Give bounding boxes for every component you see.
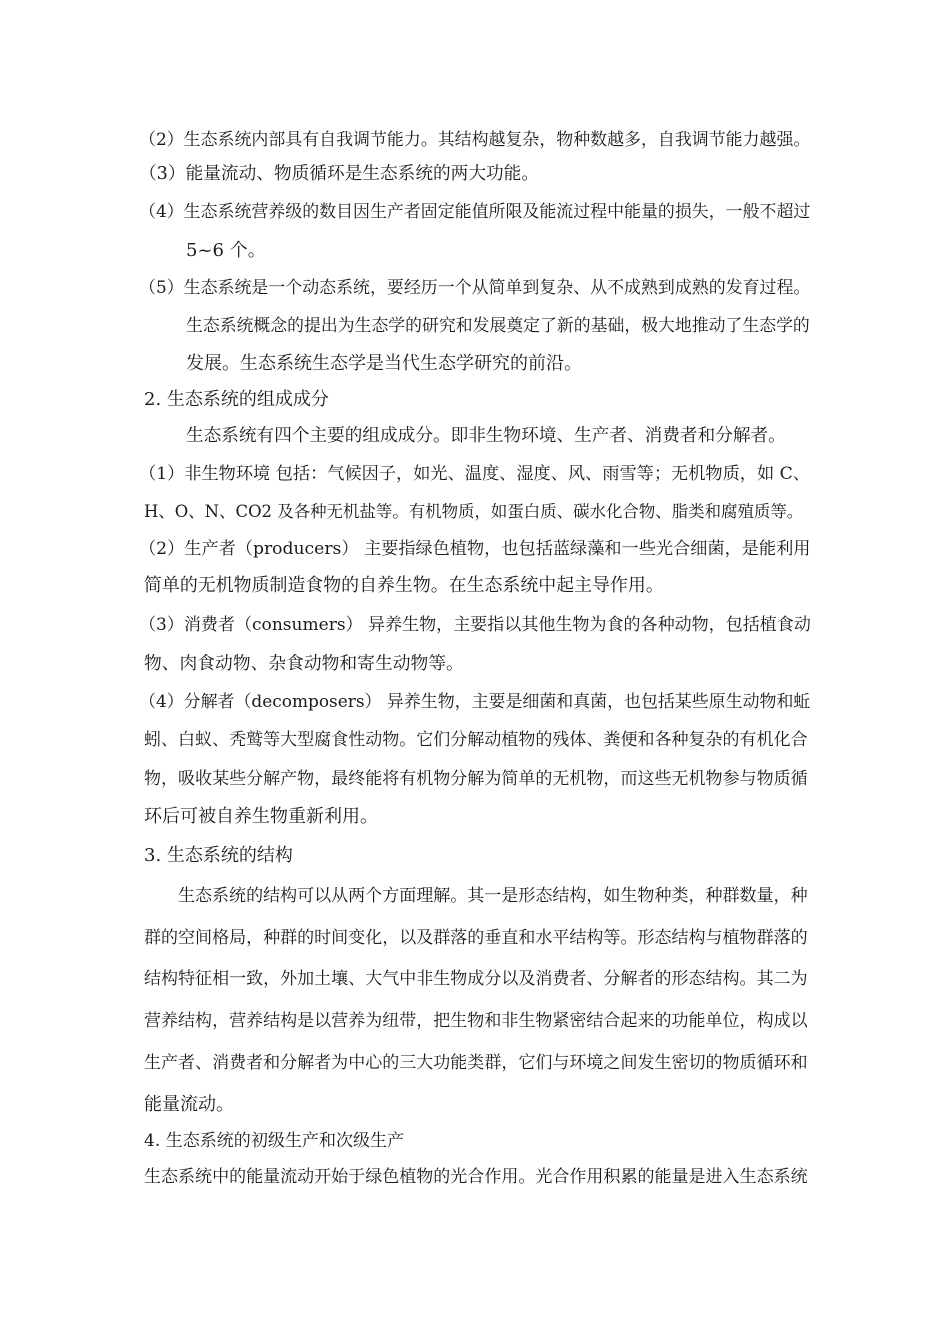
text-line: （2）生态系统内部具有自我调节能力。其结构越复杂，物种数越多，自我调节能力越强。 — [139, 129, 811, 149]
text-line: （3）能量流动、物质循环是生态系统的两大功能。 — [139, 164, 540, 184]
text-line: 结构特征相一致，外加土壤、大气中非生物成分以及消费者、分解者的形态结构。其二为 — [144, 969, 808, 989]
text-line: （4）生态系统营养级的数目因生产者固定能值所限及能流过程中能量的损失，一般不超过 — [139, 201, 811, 221]
text-line: 能量流动。 — [144, 1094, 234, 1115]
text-line: （5）生态系统是一个动态系统，要经历一个从简单到复杂、从不成熟到成熟的发育过程。 — [139, 277, 811, 297]
text-line: （3）消费者（consumers） 异养生物，主要指以其他生物为食的各种动物，包括植食动 — [139, 615, 811, 635]
text-line: 生态系统概念的提出为生态学的研究和发展奠定了新的基础，极大地推动了生态学的 — [186, 315, 810, 335]
section-heading: 2. 生态系统的组成成分 — [144, 389, 329, 410]
section-heading: 4. 生态系统的初级生产和次级生产 — [144, 1131, 405, 1151]
text-line: 物、肉食动物、杂食动物和寄生动物等。 — [144, 653, 464, 674]
text-line: 生态系统有四个主要的组成成分。即非生物环境、生产者、消费者和分解者。 — [186, 426, 786, 446]
text-line: 环后可被自养生物重新利用。 — [144, 806, 378, 827]
text-line: 发展。生态系统生态学是当代生态学研究的前沿。 — [186, 353, 582, 374]
text-line: （4）分解者（decomposers） 异养生物，主要是细菌和真菌，也包括某些原生动物和蚯 — [139, 691, 811, 711]
text-line: 5~6 个。 — [186, 240, 266, 261]
text-line: 生产者、消费者和分解者为中心的三大功能类群，它们与环境之间发生密切的物质循环和 — [144, 1053, 808, 1073]
text-line: H、O、N、CO2 及各种无机盐等。有机物质，如蛋白质、碳水化合物、脂类和腐殖质等。 — [144, 502, 804, 521]
text-line: 物，吸收某些分解产物，最终能将有机物分解为简单的无机物，而这些无机物参与物质循 — [144, 769, 808, 789]
text-line: （2）生产者（producers） 主要指绿色植物，也包括蓝绿藻和一些光合细菌，是能利用 — [139, 539, 811, 559]
text-line: 群的空间格局，种群的时间变化，以及群落的垂直和水平结构等。形态结构与植物群落的 — [144, 928, 808, 948]
text-line: 生态系统的结构可以从两个方面理解。其一是形态结构，如生物种类，种群数量，种 — [178, 886, 808, 906]
text-line: 蚓、白蚁、秃鹫等大型腐食性动物。它们分解动植物的残体、粪便和各种复杂的有机化合 — [144, 730, 808, 750]
text-line: 营养结构，营养结构是以营养为纽带，把生物和非生物紧密结合起来的功能单位，构成以 — [144, 1011, 808, 1031]
text-line: 简单的无机物质制造食物的自养生物。在生态系统中起主导作用。 — [144, 575, 664, 596]
section-heading: 3. 生态系统的结构 — [144, 845, 293, 866]
text-line: 生态系统中的能量流动开始于绿色植物的光合作用。光合作用积累的能量是进入生态系统 — [144, 1167, 808, 1187]
text-line: （1）非生物环境 包括：气候因子，如光、温度、湿度、风、雨雪等；无机物质，如 C、 — [139, 464, 810, 484]
